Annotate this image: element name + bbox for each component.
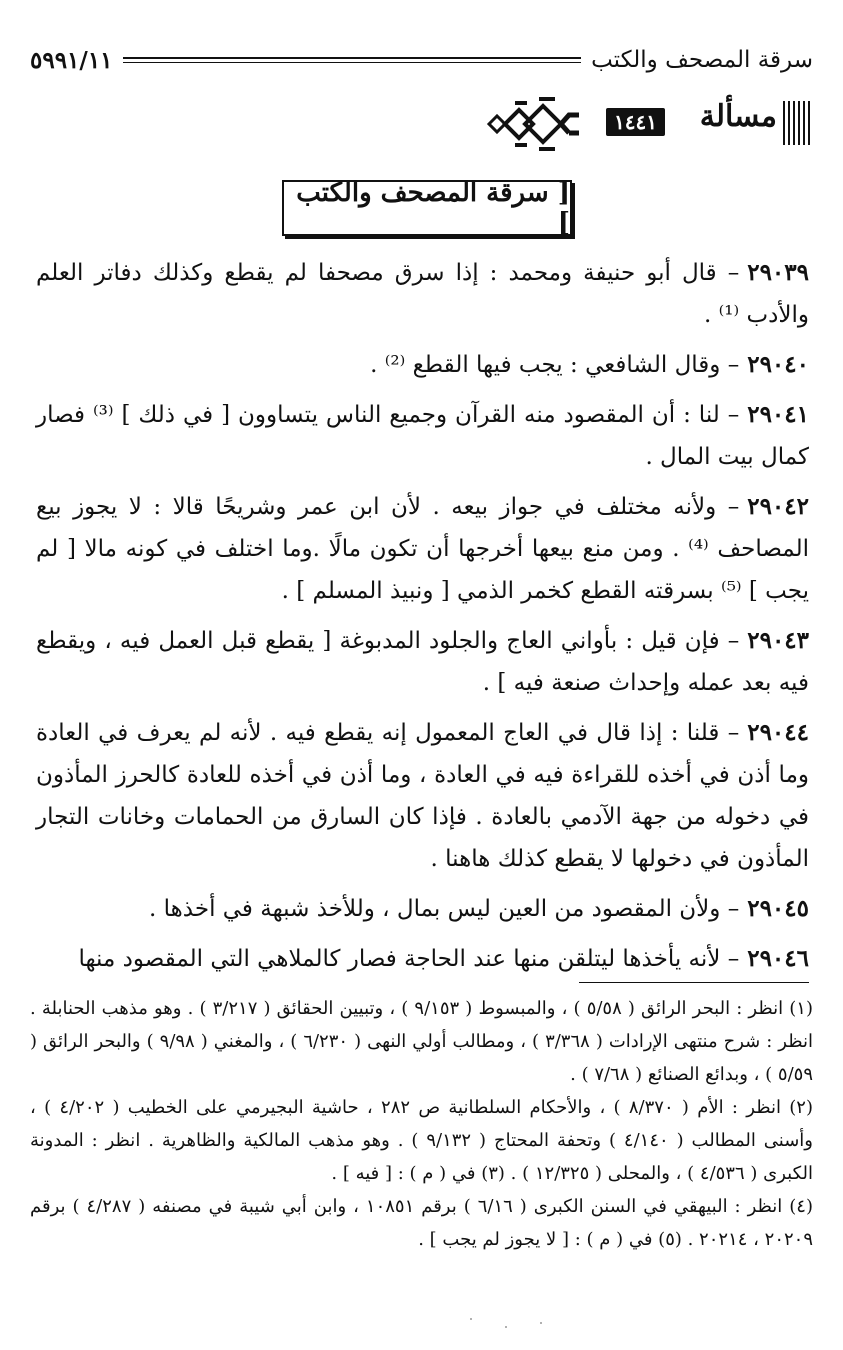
paragraph-number: ٢٩٠٣٩ xyxy=(747,259,809,286)
masala-number: ١٤٤١ xyxy=(606,108,665,136)
paragraph-text: – قلنا : إذا قال في العاج المعمول إنه يقطع فيه . لأنه لم يعرف في العادة وما أذن في أخذه للقراءة فيه في العادة ، وما أذن في أخذه للعادة كالحرز المأذون في دخوله من جهة الآدمي بالعادة . فإذا كان السارق من الحمامات وخانات التجار المأذون في دخولها لا يقطع كذلك هاهنا . xyxy=(36,720,809,872)
footnote-separator xyxy=(579,982,809,983)
running-header xyxy=(30,40,813,80)
paragraph-text: – فإن قيل : بأواني العاج والجلود المدبوغة [ يقطع قبل العمل فيه ، ويقطع فيه بعد عمله وإحداث صنعة فيه ] . xyxy=(36,628,809,696)
paragraph-number: ٢٩٠٤٤ xyxy=(747,719,809,746)
scan-speck xyxy=(540,1322,542,1324)
paragraph xyxy=(36,394,809,478)
paragraph xyxy=(36,252,809,336)
paragraph-number: ٢٩٠٤٦ xyxy=(747,945,809,972)
paragraph xyxy=(36,888,809,930)
paragraph-number: ٢٩٠٤٣ xyxy=(747,627,810,654)
masala-banner xyxy=(483,95,813,153)
paragraph xyxy=(36,486,809,612)
main-text xyxy=(36,252,809,988)
paragraph-number: ٢٩٠٤٥ xyxy=(747,895,809,922)
paragraph-text: – ولأن المقصود من العين ليس بمال ، وللأخذ شبهة في أخذها . xyxy=(149,896,740,922)
footnote: (٢) انظر : الأم ( ٨/٣٧٠ ) ، والأحكام السلطانية ص ٢٨٢ ، حاشية البجيرمي على الخطيب ( ٤/٢٠٢ ) ، وأسنى المطالب ( ٤/١٤٠ ) وتحفة المحتاج ( ٩/١٣٢ ) . وهو مذهب المالكية والظاهرية . انظر : المدونة الكبرى ( ٤/٥٣٦ ) ، والمحلى ( ١٢/٣٢٥ ) . (٣) في ( م ) : [ فيه ] . xyxy=(30,1097,813,1184)
paragraph-text: – لنا : أن المقصود منه القرآن وجميع الناس يتساوون [ في ذلك ] ⁽³⁾ فصار كمال بيت المال . xyxy=(36,402,809,470)
paragraph-text: – ولأنه مختلف في جواز بيعه . لأن ابن عمر وشريحًا قالا : لا يجوز بيع المصاحف ⁽⁴⁾ . ومن منع بيعها أخرجها أن تكون مالًا .وما اختلف في كونه مالا [ لم يجب ] ⁽⁵⁾ بسرقته القطع كخمر الذمي [ ونبيذ المسلم ] . xyxy=(36,494,810,604)
running-title: سرقة المصحف والكتب xyxy=(591,47,813,73)
banner-knot-ornament xyxy=(485,95,585,153)
masala-label: مسألة xyxy=(699,99,777,134)
paragraph xyxy=(36,938,809,980)
header-rule xyxy=(123,57,582,63)
paragraph-number: ٢٩٠٤١ xyxy=(747,401,809,428)
page-reference: ٥٩٩١/١١ xyxy=(30,46,113,74)
paragraph xyxy=(36,712,809,880)
paragraph xyxy=(36,620,809,704)
paragraph-text: – لأنه يأخذها ليتلقن منها عند الحاجة فصار كالملاهي التي المقصود منها xyxy=(78,946,740,972)
footnote: (٤) انظر : البيهقي في السنن الكبرى ( ٦/١٦ ) برقم ١٠٨٥١ ، وابن أبي شيبة في مصنفه ( ٤/٢٨٧ ) برقم ٢٠٢٠٩ ، ٢٠٢١٤ . (٥) في ( م ) : [ لا يجوز لم يجب ] . xyxy=(30,1196,813,1250)
paragraph xyxy=(36,344,809,386)
section-title: [ سرقة المصحف والكتب ] xyxy=(282,180,572,236)
paragraph-text: – قال أبو حنيفة ومحمد : إذا سرق مصحفا لم يقطع وكذلك دفاتر العلم والأدب ⁽¹⁾ . xyxy=(36,260,809,328)
footnotes xyxy=(30,992,813,1256)
paragraph-number: ٢٩٠٤٠ xyxy=(747,351,809,378)
paragraph-number: ٢٩٠٤٢ xyxy=(747,493,809,520)
footnote: (١) انظر : البحر الرائق ( ٥/٥٨ ) ، والمبسوط ( ٩/١٥٣ ) ، وتبيين الحقائق ( ٣/٢١٧ ) . وهو مذهب الحنابلة . انظر : شرح منتهى الإرادات ( ٣/٣٦٨ ) ، ومطالب أولي النهى ( ٦/٢٣٠ ) ، والمغني ( ٩/٩٨ ) والبحر الرائق ( ٥/٥٩ ) ، وبدائع الصنائع ( ٧/٦٨ ) . xyxy=(30,998,813,1085)
scan-speck xyxy=(470,1318,472,1320)
paragraph-text: – وقال الشافعي : يجب فيها القطع ⁽²⁾ . xyxy=(370,352,740,378)
banner-stripes-ornament xyxy=(783,101,813,145)
scan-speck xyxy=(505,1326,507,1328)
